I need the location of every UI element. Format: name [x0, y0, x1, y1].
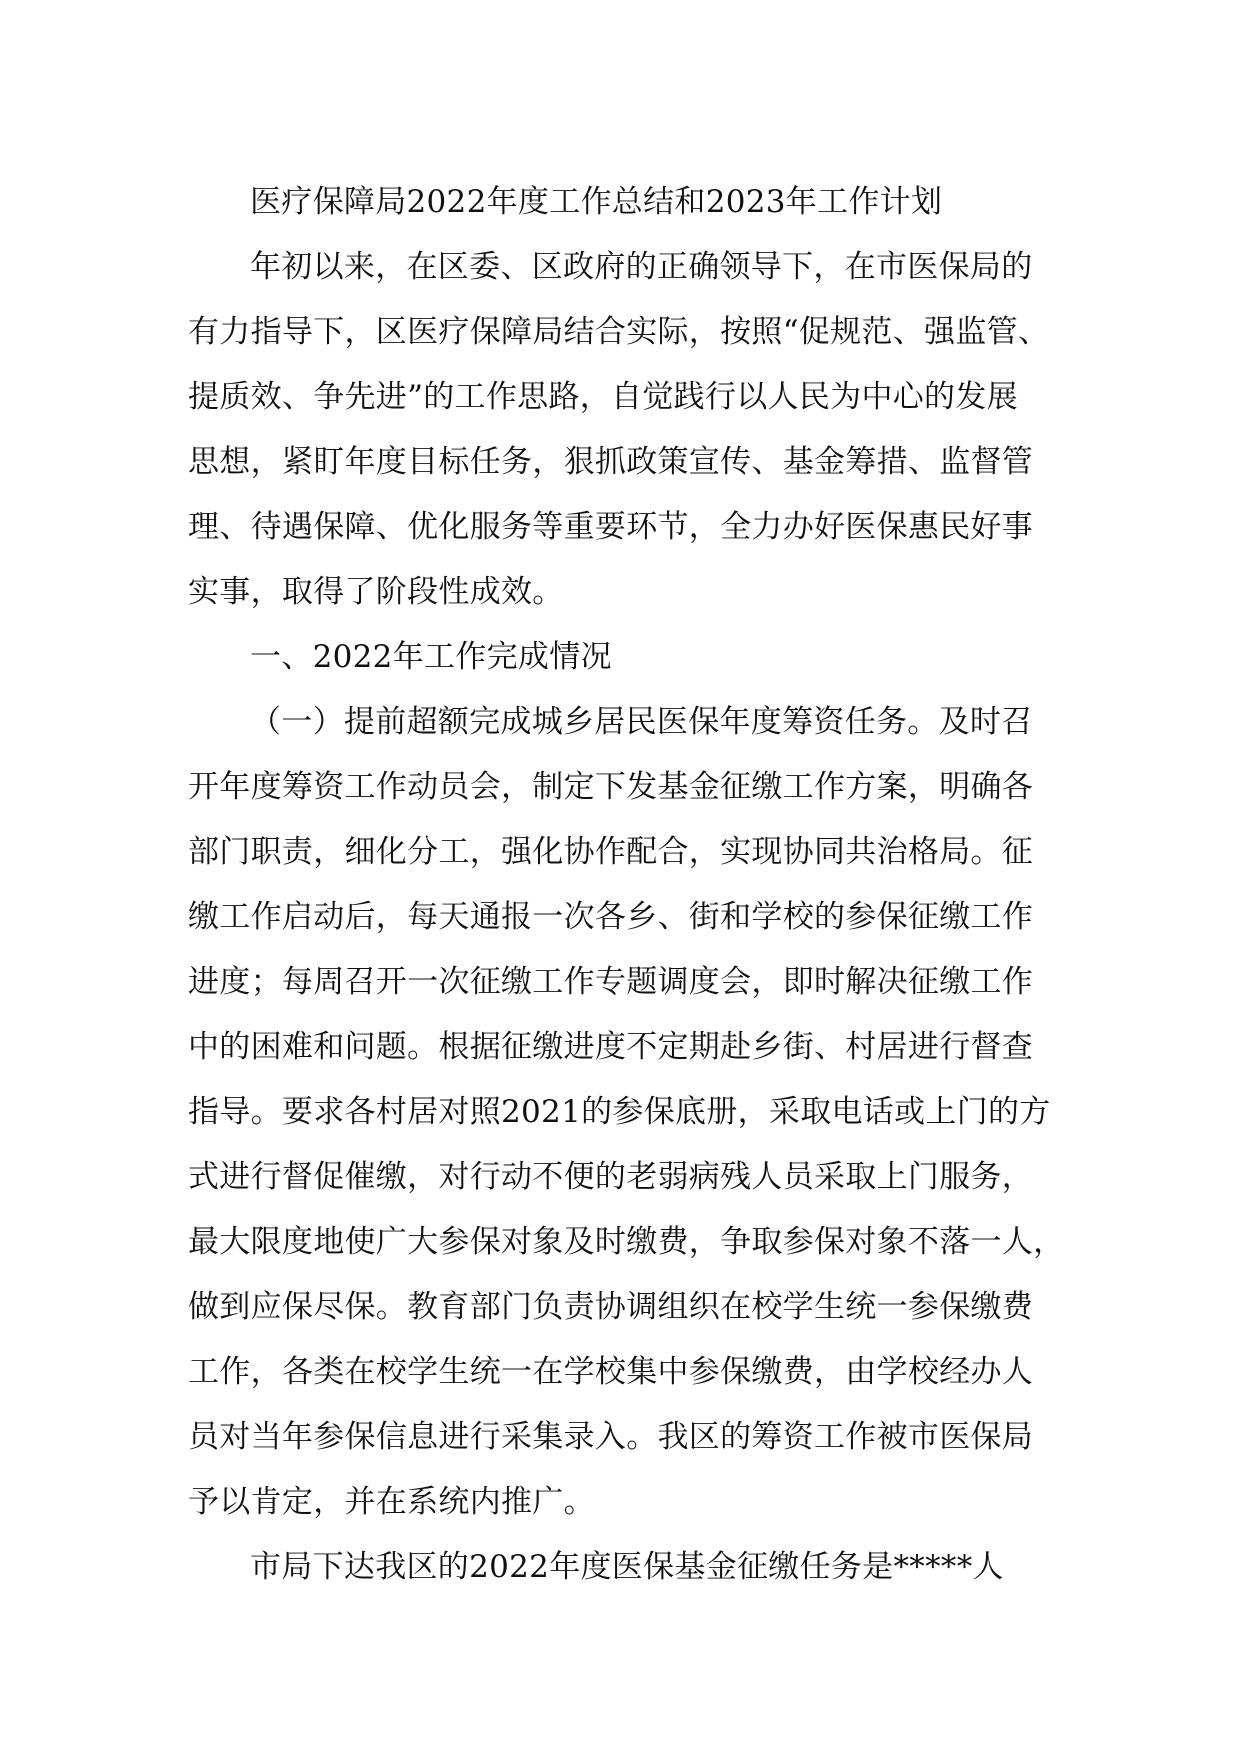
text-line: 思想，紧盯年度目标任务，狠抓政策宣传、基金筹措、监督管 — [188, 444, 1034, 480]
text-line: 最大限度地使广大参保对象及时缴费，争取参保对象不落一人， — [188, 1224, 1065, 1260]
text-line: 年初以来，在区委、区政府的正确领导下，在市医保局的 — [250, 249, 1033, 285]
text-line: （一）提前超额完成城乡居民医保年度筹资任务。及时召 — [250, 704, 1033, 740]
text-line: 中的困难和问题。根据征缴进度不定期赴乡街、村居进行督查 — [188, 1029, 1034, 1065]
subsection-paragraph — [188, 690, 1068, 1535]
intro-paragraph — [188, 235, 1068, 625]
text-line: 提质效、争先进”的工作思路，自觉践行以人民为中心的发展 — [188, 379, 1018, 415]
text-line: 做到应保尽保。教育部门负责协调组织在校学生统一参保缴费 — [188, 1289, 1034, 1325]
text-line: 式进行督促催缴，对行动不便的老弱病残人员采取上门服务， — [188, 1159, 1034, 1195]
text-line: 部门职责，细化分工，强化协作配合，实现协同共治格局。征 — [188, 834, 1034, 870]
text-line: 理、待遇保障、优化服务等重要环节，全力办好医保惠民好事 — [188, 509, 1034, 545]
section-heading: 一、2022年工作完成情况 — [250, 639, 612, 675]
document-body — [188, 170, 1068, 1600]
text-line: 缴工作启动后，每天通报一次各乡、街和学校的参保征缴工作 — [188, 899, 1034, 935]
text-line: 市局下达我区的2022年度医保基金征缴任务是*****人 — [250, 1549, 1004, 1585]
text-line: 指导。要求各村居对照2021的参保底册，采取电话或上门的方 — [188, 1094, 1051, 1130]
text-line: 有力指导下，区医疗保障局结合实际，按照“促规范、强监管、 — [188, 314, 1050, 350]
text-line: 进度；每周召开一次征缴工作专题调度会，即时解决征缴工作 — [188, 964, 1034, 1000]
text-line: 实事，取得了阶段性成效。 — [188, 574, 564, 610]
text-line: 予以肯定，并在系统内推广。 — [188, 1484, 595, 1520]
document-title: 医疗保障局2022年度工作总结和2023年工作计划 — [250, 184, 943, 220]
text-line: 开年度筹资工作动员会，制定下发基金征缴工作方案，明确各 — [188, 769, 1034, 805]
text-line: 工作，各类在校学生统一在学校集中参保缴费，由学校经办人 — [188, 1354, 1034, 1390]
text-line: 员对当年参保信息进行采集录入。我区的筹资工作被市医保局 — [188, 1419, 1034, 1455]
